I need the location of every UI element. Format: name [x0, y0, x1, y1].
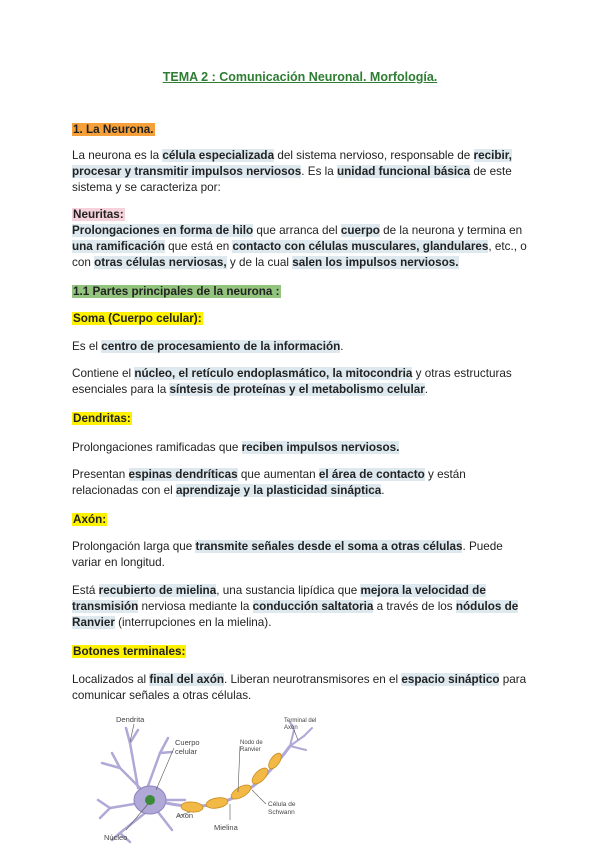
text: y están relacionadas con el	[72, 468, 466, 497]
botones-heading	[72, 644, 528, 660]
label-nucleo: Núcleo	[104, 833, 128, 842]
section-heading-label: 1.1 Partes principales de la neurona :	[73, 285, 280, 298]
text: . Liberan neurotransmisores en el	[224, 673, 402, 686]
dendritas-paragraph-2	[72, 467, 528, 499]
label-dendrita: Dendrita	[116, 715, 145, 724]
botones-heading-label: Botones terminales:	[73, 645, 186, 658]
label-cuerpo-1: Cuerpo	[175, 738, 200, 747]
highlight-text: salen los impulsos nerviosos.	[292, 256, 459, 269]
text: , etc., o con	[72, 240, 527, 269]
axon-heading	[72, 512, 528, 528]
text: para comunicar señales a otras células.	[72, 673, 527, 702]
text: y otras estructuras esenciales para la	[72, 367, 512, 396]
text: Es el	[72, 340, 102, 353]
highlight-text: núcleo, el retículo endoplasmático, la mitocondria	[134, 367, 413, 380]
highlight-text: nódulos de Ranvier	[72, 600, 519, 629]
axon-heading-label: Axón:	[73, 513, 107, 526]
paragraph-neurona	[72, 148, 528, 196]
highlight-text: recubierto de mielina	[98, 584, 217, 597]
axon-paragraph-1	[72, 539, 528, 571]
text: y de la cual	[226, 256, 293, 269]
label-mielina: Mielina	[214, 823, 238, 832]
text: (interrupciones en la mielina).	[114, 616, 272, 629]
label-celula-1: Célula de	[268, 801, 296, 808]
axon-paragraph-2	[72, 583, 528, 631]
text: Prolongación larga que	[72, 540, 196, 553]
neuritas-block	[72, 207, 528, 271]
text: de la neurona y termina en	[379, 224, 523, 237]
text: .	[424, 383, 428, 396]
dendritas-paragraph-1	[72, 440, 528, 456]
label-terminal-1: Terminal del	[284, 718, 317, 724]
label-celula-2: Schwann	[268, 809, 295, 816]
text: que está en	[164, 240, 233, 253]
text: Prolongaciones ramificadas que	[72, 441, 242, 454]
highlight-text: reciben impulsos nerviosos.	[241, 441, 400, 454]
highlight-text: recibir, procesar y transmitir impulsos nerviosos	[72, 149, 512, 178]
text: .	[381, 484, 385, 497]
text: Presentan	[72, 468, 129, 481]
neuritas-heading: Neuritas:	[73, 208, 124, 221]
dendritas-heading-label: Dendritas:	[73, 412, 131, 425]
text: nerviosa mediante la	[138, 600, 253, 613]
highlight-text: célula especializada	[162, 149, 275, 162]
text: . Es la	[301, 165, 338, 178]
text: . Puede variar en longitud.	[72, 540, 503, 569]
text: La neurona es la	[72, 149, 163, 162]
highlight-text: el área de contacto	[318, 468, 425, 481]
highlight-text: una ramificación	[72, 240, 165, 253]
label-terminal-2: Axón	[284, 725, 298, 731]
highlight-text: final del axón	[149, 673, 225, 686]
label-axon: Axon	[176, 811, 194, 820]
text: Localizados al	[72, 673, 150, 686]
section-heading-label: 1. La Neurona.	[73, 123, 154, 136]
highlight-text: transmite señales desde el soma a otras células	[195, 540, 463, 553]
dendrites	[98, 728, 185, 842]
neuron-diagram	[90, 708, 350, 846]
text: .	[340, 340, 344, 353]
highlight-text: centro de procesamiento de la información	[101, 340, 341, 353]
highlight-text: espinas dendríticas	[128, 468, 238, 481]
highlight-text: síntesis de proteínas y el metabolismo celular	[169, 383, 425, 396]
label-nodo-1: Nodo de	[240, 740, 263, 746]
soma-heading-label: Soma (Cuerpo celular):	[73, 312, 202, 325]
document-title: TEMA 2 : Comunicación Neuronal. Morfología.	[162, 70, 438, 84]
highlight-text: otras células nerviosas,	[94, 256, 227, 269]
text: del sistema nervioso, responsable de	[274, 149, 474, 162]
highlight-text: contacto con células musculares, glandulares	[232, 240, 489, 253]
soma-heading	[72, 311, 528, 327]
section-heading-neurona	[72, 122, 528, 138]
label-nodo-2: Ranvier	[240, 747, 261, 753]
text: que aumentan	[237, 468, 319, 481]
highlight-text: mejora la velocidad de transmisión	[72, 584, 486, 613]
neuritas-paragraph	[72, 223, 528, 271]
highlight-text: cuerpo	[340, 224, 380, 237]
highlight-text: aprendizaje y la plasticidad sináptica	[175, 484, 382, 497]
highlight-text: conducción saltatoria	[252, 600, 374, 613]
highlight-text: espacio sináptico	[401, 673, 500, 686]
nucleus	[145, 795, 155, 805]
text: a través de los	[373, 600, 456, 613]
highlight-text: Prolongaciones en forma de hilo	[72, 224, 254, 237]
text: Contiene el	[72, 367, 135, 380]
soma-paragraph-1	[72, 339, 528, 355]
dendritas-heading	[72, 411, 528, 427]
text: que arranca del	[253, 224, 341, 237]
section-heading-partes	[72, 284, 528, 300]
soma-paragraph-2	[72, 366, 528, 398]
text: de este sistema y se caracteriza por:	[72, 165, 512, 194]
highlight-text: unidad funcional básica	[337, 165, 471, 178]
text: , una sustancia lipídica que	[216, 584, 361, 597]
label-cuerpo-2: celular	[175, 747, 198, 756]
text: Está	[72, 584, 99, 597]
botones-paragraph	[72, 672, 528, 704]
